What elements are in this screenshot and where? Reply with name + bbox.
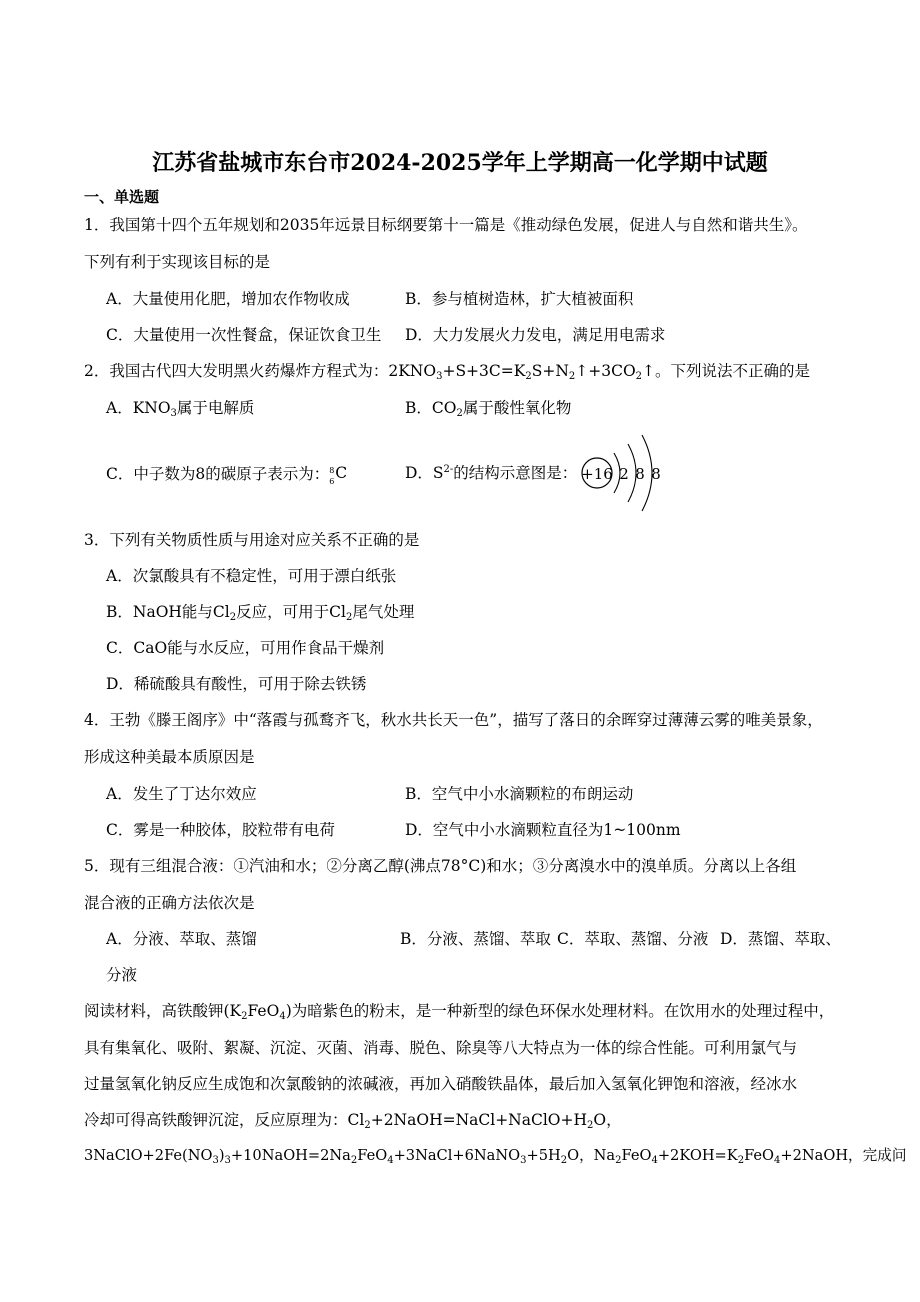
q2-stem [84, 361, 810, 381]
reading-text: ) [218, 1147, 225, 1164]
subscript: 3 [212, 1155, 219, 1166]
option-text: C．中子数为8的碳原子表示为： [106, 465, 330, 483]
reading-text: O，Na [567, 1147, 616, 1164]
q1-option-a: A．大量使用化肥，增加农作物收成 [106, 290, 350, 308]
q5-stem-line1: 5．现有三组混合液：①汽油和水；②分离乙醇(沸点78°C)和水；③分离溴水中的溴单质。分离以上各组 [84, 857, 797, 875]
q1-stem-line2: 下列有利于实现该目标的是 [84, 253, 271, 271]
q4-stem-line2: 形成这种美最本质原因是 [84, 748, 255, 766]
q5-stem-line2: 混合液的正确方法依次是 [84, 894, 255, 912]
reading-text: FeO [744, 1147, 774, 1164]
q2-option-c [106, 463, 348, 486]
subscript: 2 [241, 1011, 248, 1022]
option-text: 尾气处理 [352, 603, 415, 621]
q5-option-d: D．蒸馏、萃取、 [720, 930, 841, 948]
subscript: 4 [774, 1155, 781, 1166]
q2-stem-text: 2．我国古代四大发明黑火药爆炸方程式为：2KNO [84, 362, 437, 380]
subscript: 2 [568, 371, 576, 382]
reading-text: O， [593, 1111, 622, 1129]
reading-text: FeO [247, 1002, 280, 1020]
option-text: D．S [405, 464, 444, 482]
q1-option-c: C．大量使用一次性餐盒，保证饮食卫生 [106, 326, 382, 344]
q2-stem-text: ↑+3CO [575, 362, 636, 380]
option-text: 反应，可用于Cl [236, 603, 346, 621]
subscript: 3 [170, 408, 177, 419]
reading-text: 3NaClO+2Fe(NO [84, 1147, 213, 1164]
subscript: 2 [560, 1155, 568, 1166]
shell-electron-count: 8 [651, 465, 661, 483]
q5-option-b: B．分液、蒸馏、萃取 [400, 930, 551, 948]
reading-text: )为暗紫色的粉末，是一种新型的绿色环保水处理材料。在饮用水的处理过程中， [285, 1002, 835, 1020]
subscript: 2 [587, 1120, 594, 1131]
reading-text: +3NaCl+6NaNO [393, 1147, 521, 1164]
q4-option-c: C．雾是一种胶体，胶粒带有电荷 [106, 821, 335, 839]
option-text: A．KNO [106, 399, 171, 417]
nucleus-charge: +16 [581, 465, 613, 483]
element-symbol: C [335, 464, 348, 482]
q4-stem-line1: 4．王勃《滕王阁序》中“落霞与孤鹜齐飞，秋水共长天一色”，描写了落日的余晖穿过薄薄云雾的唯美景象， [84, 711, 823, 729]
q4-option-b: B．空气中小水滴颗粒的布朗运动 [405, 785, 634, 803]
q2-stem-text: ↑。下列说法不正确的是 [642, 362, 811, 380]
q1-stem-line1: 1．我国第十四个五年规划和2035年远景目标纲要第十一篇是《推动绿色发展，促进人与自然和谐共生》。 [84, 216, 808, 234]
reading-line3: 过量氢氧化钠反应生成饱和次氯酸钠的浓碱液，再加入硝酸铁晶体，最后加入氢氧化钾饱和溶液，经冰水 [84, 1075, 798, 1093]
page-title: 江苏省盐城市东台市2024-2025学年上学期高一化学期中试题 [152, 150, 768, 176]
reading-text: +2NaOH，完成问 [780, 1147, 907, 1164]
q2-option-a [106, 398, 254, 418]
section-heading: 一、单选题 [84, 188, 160, 206]
subscript: 2 [345, 612, 353, 623]
carbon-nuclide-symbol [329, 463, 348, 486]
reading-line4 [84, 1110, 622, 1130]
reading-text: 阅读材料，高铁酸钾(K [84, 1002, 242, 1020]
reading-line1 [84, 1001, 834, 1021]
reading-line5 [84, 1146, 906, 1166]
q2-option-b [405, 398, 571, 418]
atomic-number: 6 [329, 477, 335, 486]
subscript: 2 [615, 1155, 622, 1166]
reading-line2: 具有集氧化、吸附、絮凝、沉淀、灭菌、消毒、脱色、除臭等八大特点为一体的综合性能。可利用氯气与 [84, 1039, 798, 1057]
reading-text: 冷却可得高铁酸钾沉淀，反应原理为：Cl [84, 1111, 365, 1129]
subscript: 3 [224, 1155, 231, 1166]
subscript: 4 [279, 1011, 286, 1022]
q1-option-b: B．参与植树造林，扩大植被面积 [405, 290, 634, 308]
ion-charge: 2- [443, 464, 454, 475]
q5-option-c: C．萃取、蒸馏、分液 [557, 930, 709, 948]
subscript: 2 [456, 408, 463, 419]
subscript: 2 [229, 612, 237, 623]
q2-option-d [405, 463, 577, 483]
option-text: 属于酸性氧化物 [462, 399, 572, 417]
reading-text: +2NaOH=NaCl+NaClO+H [370, 1111, 588, 1129]
q3-option-c: C．CaO能与水反应，可用作食品干燥剂 [106, 639, 385, 657]
reading-text: FeO [621, 1147, 652, 1164]
option-text: B．CO [405, 399, 457, 417]
shell-electron-count: 2 [619, 465, 629, 483]
subscript: 4 [387, 1155, 394, 1166]
q3-option-b [106, 602, 414, 622]
subscript: 2 [525, 371, 532, 382]
subscript: 2 [364, 1120, 371, 1131]
q4-option-d: D．空气中小水滴颗粒直径为1~100nm [405, 821, 681, 839]
subscript: 3 [436, 371, 443, 382]
subscript: 2 [635, 371, 643, 382]
q3-option-d: D．稀硫酸具有酸性，可用于除去铁锈 [106, 675, 367, 693]
q3-option-a: A．次氯酸具有不稳定性，可用于漂白纸张 [106, 567, 397, 585]
option-text: 属于电解质 [176, 399, 255, 417]
q2-stem-text: S+N [531, 362, 569, 380]
subscript: 4 [651, 1155, 658, 1166]
sulfide-ion-structure-diagram [578, 430, 668, 516]
subscript: 2 [350, 1155, 358, 1166]
subscript: 3 [520, 1155, 527, 1166]
q5-option-a: A．分液、萃取、蒸馏 [106, 930, 257, 948]
q5-option-d-continued: 分液 [106, 966, 138, 984]
reading-text: +2KOH=K [657, 1147, 738, 1164]
reading-text: FeO [357, 1147, 388, 1164]
shell-electron-count: 8 [635, 465, 645, 483]
q2-stem-text: +S+3C=K [442, 362, 526, 380]
mass-number: 8 [329, 466, 335, 475]
q3-stem: 3．下列有关物质性质与用途对应关系不正确的是 [84, 531, 420, 549]
option-text: B．NaOH能与Cl [106, 603, 230, 621]
q1-option-d: D．大力发展火力发电，满足用电需求 [405, 326, 666, 344]
subscript: 2 [737, 1155, 745, 1166]
reading-text: +5H [526, 1147, 561, 1164]
q4-option-a: A．发生了丁达尔效应 [106, 785, 257, 803]
reading-text: +10NaOH=2Na [230, 1147, 351, 1164]
option-text: 的结构示意图是： [453, 464, 578, 482]
